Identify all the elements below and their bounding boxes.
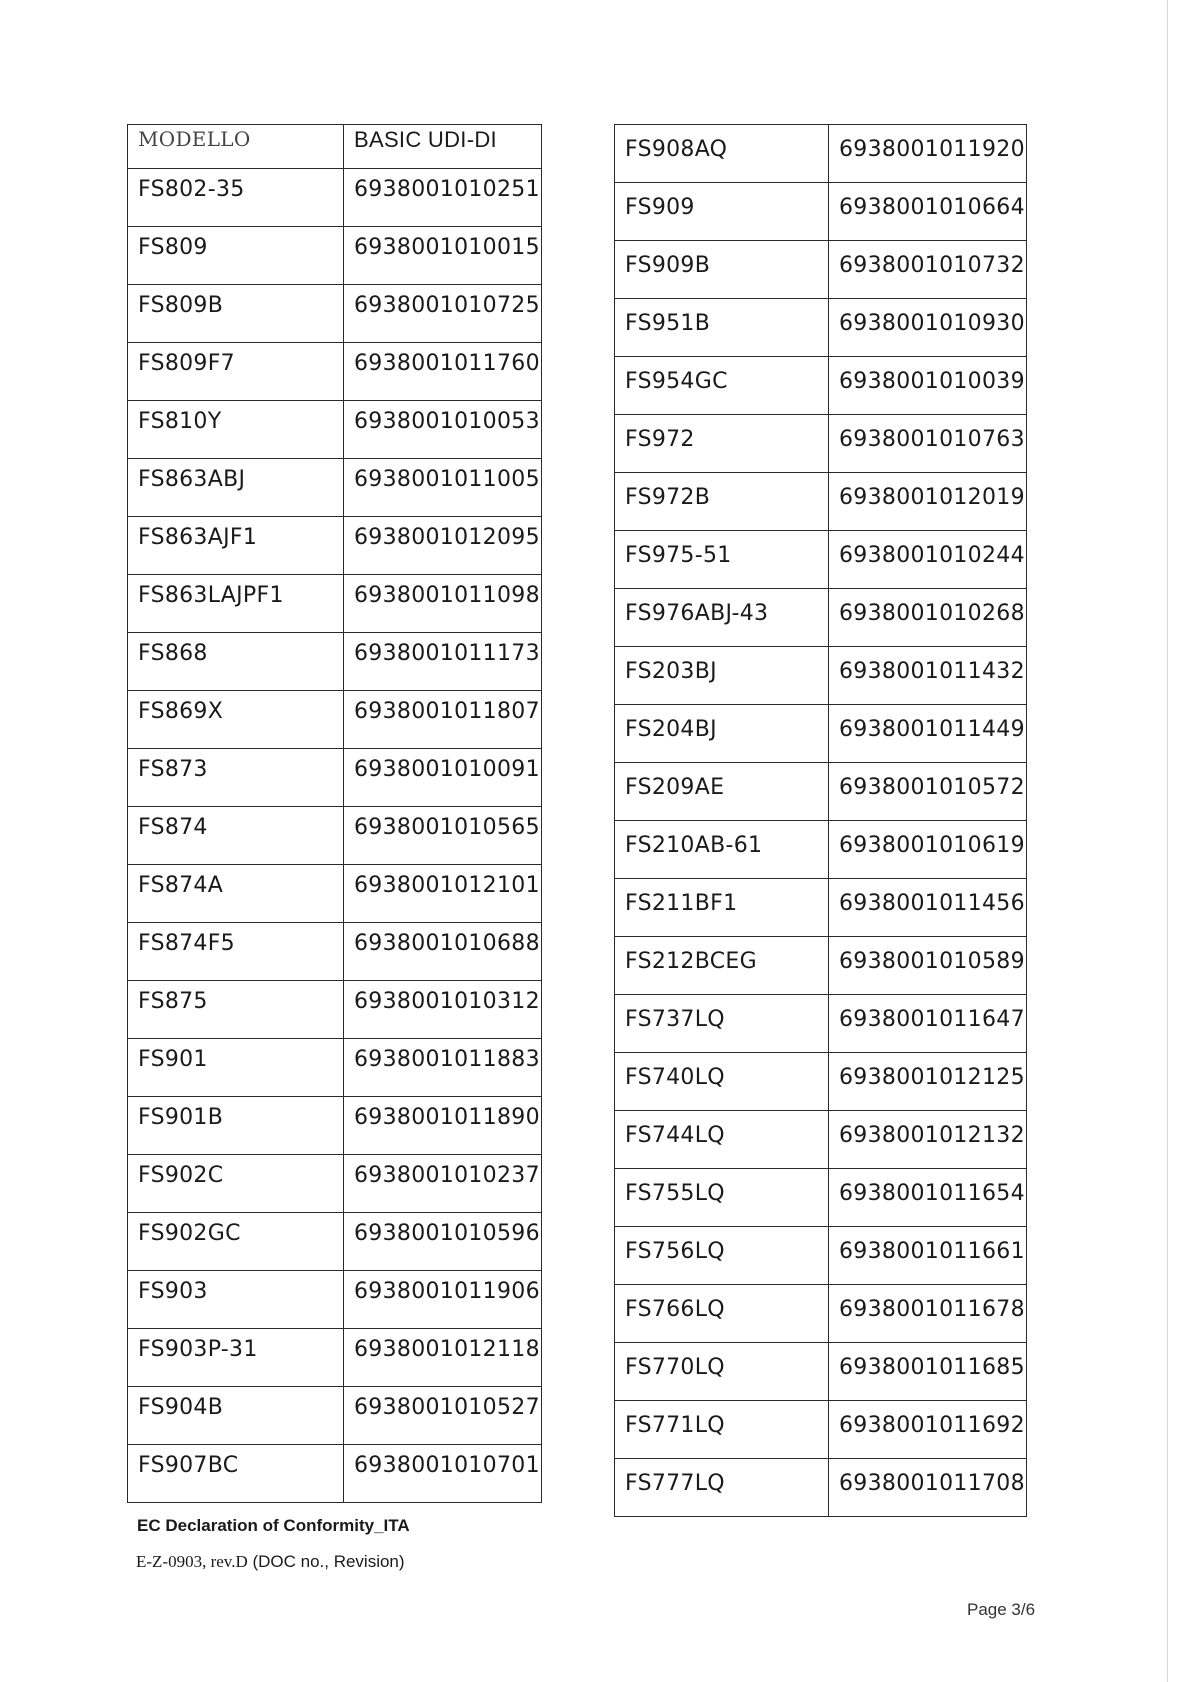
table-row — [128, 1039, 542, 1097]
model-cell: FS904B — [128, 1387, 344, 1445]
model-cell: FS744LQ — [615, 1111, 829, 1169]
udi-cell: 6938001012095 — [344, 517, 542, 575]
table-row — [615, 1053, 1027, 1111]
table-row — [615, 1401, 1027, 1459]
table-row — [615, 473, 1027, 531]
udi-cell: 6938001011890 — [344, 1097, 542, 1155]
table-row — [128, 865, 542, 923]
udi-cell: 6938001010589 — [829, 937, 1027, 995]
model-cell: FS204BJ — [615, 705, 829, 763]
table-row — [615, 589, 1027, 647]
table-row — [128, 807, 542, 865]
model-cell: FS771LQ — [615, 1401, 829, 1459]
model-cell: FS810Y — [128, 401, 344, 459]
udi-cell: 6938001011098 — [344, 575, 542, 633]
udi-cell: 6938001010565 — [344, 807, 542, 865]
model-cell: FS901B — [128, 1097, 344, 1155]
model-cell: FS975-51 — [615, 531, 829, 589]
udi-cell: 6938001011432 — [829, 647, 1027, 705]
table-header-row — [128, 125, 542, 169]
header-udi: BASIC UDI-DI — [344, 125, 542, 169]
udi-cell: 6938001010688 — [344, 923, 542, 981]
header-model: MODELLO — [128, 125, 344, 169]
table-row — [128, 981, 542, 1039]
table-row — [615, 241, 1027, 299]
page-number: Page 3/6 — [967, 1600, 1036, 1619]
model-cell: FS875 — [128, 981, 344, 1039]
udi-cell: 6938001010244 — [829, 531, 1027, 589]
udi-cell: 6938001010725 — [344, 285, 542, 343]
udi-cell: 6938001011920 — [829, 125, 1027, 183]
model-cell: FS972B — [615, 473, 829, 531]
model-cell: FS809B — [128, 285, 344, 343]
model-cell: FS770LQ — [615, 1343, 829, 1401]
udi-cell: 6938001012019 — [829, 473, 1027, 531]
model-cell: FS212BCEG — [615, 937, 829, 995]
udi-cell: 6938001011661 — [829, 1227, 1027, 1285]
model-cell: FS809F7 — [128, 343, 344, 401]
model-cell: FS901 — [128, 1039, 344, 1097]
udi-cell: 6938001012125 — [829, 1053, 1027, 1111]
table-row — [128, 1445, 542, 1503]
udi-cell: 6938001011906 — [344, 1271, 542, 1329]
model-cell: FS874 — [128, 807, 344, 865]
udi-cell: 6938001010237 — [344, 1155, 542, 1213]
udi-cell: 6938001010701 — [344, 1445, 542, 1503]
model-cell: FS755LQ — [615, 1169, 829, 1227]
table-row — [128, 1271, 542, 1329]
model-cell: FS809 — [128, 227, 344, 285]
model-cell: FS902GC — [128, 1213, 344, 1271]
udi-cell: 6938001010572 — [829, 763, 1027, 821]
udi-cell: 6938001011005 — [344, 459, 542, 517]
udi-cell: 6938001010763 — [829, 415, 1027, 473]
table-row — [615, 531, 1027, 589]
model-cell: FS740LQ — [615, 1053, 829, 1111]
table-row — [615, 1285, 1027, 1343]
table-row — [128, 227, 542, 285]
udi-cell: 6938001011692 — [829, 1401, 1027, 1459]
udi-cell: 6938001011456 — [829, 879, 1027, 937]
table-row — [128, 459, 542, 517]
udi-cell: 6938001011807 — [344, 691, 542, 749]
udi-cell: 6938001010619 — [829, 821, 1027, 879]
udi-cell: 6938001010039 — [829, 357, 1027, 415]
udi-cell: 6938001011760 — [344, 343, 542, 401]
udi-cell: 6938001011647 — [829, 995, 1027, 1053]
table-row — [615, 299, 1027, 357]
udi-cell: 6938001010664 — [829, 183, 1027, 241]
udi-cell: 6938001011173 — [344, 633, 542, 691]
model-cell: FS951B — [615, 299, 829, 357]
table-row — [615, 1227, 1027, 1285]
table-row — [128, 517, 542, 575]
table-row — [615, 125, 1027, 183]
model-cell: FS874F5 — [128, 923, 344, 981]
table-row — [615, 705, 1027, 763]
table-row — [615, 1111, 1027, 1169]
udi-cell: 6938001010053 — [344, 401, 542, 459]
model-cell: FS737LQ — [615, 995, 829, 1053]
table-row — [615, 1169, 1027, 1227]
udi-cell: 6938001010930 — [829, 299, 1027, 357]
table-row — [615, 357, 1027, 415]
udi-cell: 6938001012118 — [344, 1329, 542, 1387]
udi-cell: 6938001011883 — [344, 1039, 542, 1097]
model-cell: FS777LQ — [615, 1459, 829, 1517]
udi-cell: 6938001010527 — [344, 1387, 542, 1445]
table-row — [128, 1155, 542, 1213]
table-row — [615, 763, 1027, 821]
model-cell: FS868 — [128, 633, 344, 691]
table-row — [615, 879, 1027, 937]
document-code: E-Z-0903, rev.D — [136, 1552, 248, 1571]
table-row — [615, 1343, 1027, 1401]
table-row — [128, 1097, 542, 1155]
model-cell: FS909 — [615, 183, 829, 241]
table-row — [128, 1213, 542, 1271]
udi-cell: 6938001010268 — [829, 589, 1027, 647]
document-code-label: (DOC no., Revision) — [247, 1552, 405, 1571]
model-cell: FS863LAJPF1 — [128, 575, 344, 633]
udi-cell: 6938001011685 — [829, 1343, 1027, 1401]
model-cell: FS209AE — [615, 763, 829, 821]
udi-cell: 6938001011678 — [829, 1285, 1027, 1343]
udi-cell: 6938001012101 — [344, 865, 542, 923]
udi-cell: 6938001010015 — [344, 227, 542, 285]
model-cell: FS756LQ — [615, 1227, 829, 1285]
model-cell: FS908AQ — [615, 125, 829, 183]
model-cell: FS976ABJ-43 — [615, 589, 829, 647]
udi-cell: 6938001011449 — [829, 705, 1027, 763]
model-cell: FS210AB-61 — [615, 821, 829, 879]
document-reference — [136, 1552, 405, 1572]
udi-cell: 6938001011708 — [829, 1459, 1027, 1517]
table-row — [615, 647, 1027, 705]
model-cell: FS873 — [128, 749, 344, 807]
table-row — [128, 691, 542, 749]
model-cell: FS863AJF1 — [128, 517, 344, 575]
table-row — [615, 937, 1027, 995]
table-row — [615, 415, 1027, 473]
udi-cell: 6938001010732 — [829, 241, 1027, 299]
model-cell: FS869X — [128, 691, 344, 749]
model-cell: FS907BC — [128, 1445, 344, 1503]
model-cell: FS954GC — [615, 357, 829, 415]
table-row — [615, 183, 1027, 241]
udi-cell: 6938001012132 — [829, 1111, 1027, 1169]
table-row — [128, 343, 542, 401]
table-row — [615, 995, 1027, 1053]
udi-cell: 6938001010091 — [344, 749, 542, 807]
table-row — [128, 575, 542, 633]
table-row — [128, 1329, 542, 1387]
udi-cell: 6938001010312 — [344, 981, 542, 1039]
udi-cell: 6938001010596 — [344, 1213, 542, 1271]
model-cell: FS902C — [128, 1155, 344, 1213]
model-cell: FS203BJ — [615, 647, 829, 705]
model-cell: FS909B — [615, 241, 829, 299]
table-row — [128, 923, 542, 981]
udi-cell: 6938001010251 — [344, 169, 542, 227]
model-cell: FS863ABJ — [128, 459, 344, 517]
table-row — [615, 1459, 1027, 1517]
table-row — [128, 169, 542, 227]
udi-table-left — [127, 124, 542, 1503]
model-cell: FS903 — [128, 1271, 344, 1329]
udi-table-right — [614, 124, 1027, 1517]
table-row — [128, 401, 542, 459]
udi-cell: 6938001011654 — [829, 1169, 1027, 1227]
document-title: EC Declaration of Conformity_ITA — [137, 1516, 410, 1535]
model-cell: FS211BF1 — [615, 879, 829, 937]
model-cell: FS972 — [615, 415, 829, 473]
model-cell: FS903P-31 — [128, 1329, 344, 1387]
table-row — [128, 1387, 542, 1445]
table-row — [128, 749, 542, 807]
table-row — [128, 285, 542, 343]
model-cell: FS802-35 — [128, 169, 344, 227]
page-edge-line — [1167, 0, 1168, 1682]
table-row — [128, 633, 542, 691]
table-row — [615, 821, 1027, 879]
model-cell: FS766LQ — [615, 1285, 829, 1343]
model-cell: FS874A — [128, 865, 344, 923]
